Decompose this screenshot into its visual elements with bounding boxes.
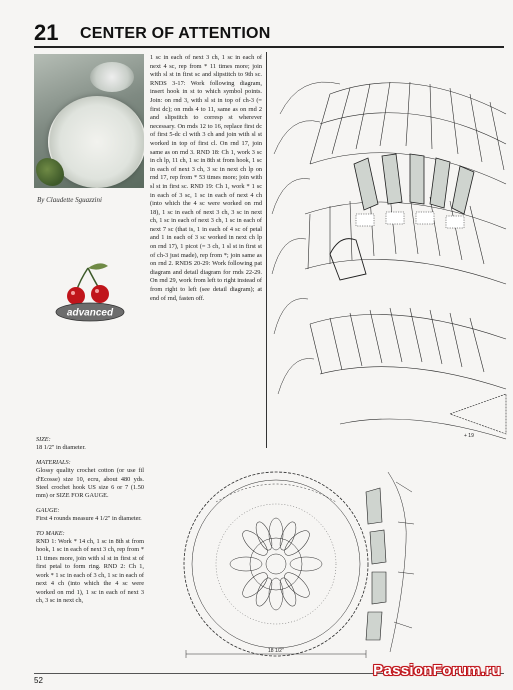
instructions-column: 1 sc in each of next 3 ch, 1 sc in each of next 4 sc, rep from * 11 times more; join with sl st in first sc and slipstitch to 9th sc. RNDS 3-17: Work following diagram, insert hook in st to which symbol points. Join: on rnd 3, with sl st in top of ch-3 (= first dc); on rnds 4 to 11, same as on rnd 2 and slipstitch to corresp st wherever necessary. On rnds 12 to 16, replace first dc of first 5-dc cl with 3 ch and join with sl st worked in top of first cl. On rnd 17, join same as on rnd 3. RND 18: Ch 1, work 3 sc in ch lp, 11 ch, 1 sc in 8th st from hook, 1 sc in each of next 3 ch, 3 sc in next ch lp on rnd 17, rep from * 53 times more; join with sl st in first sc. RND 19: Ch 1, work * 1 sc in each of 3 sc, 1 sc in each of next 4 ch (into which the 4 sc were worked on rnd 18), 1 sc in each of next 3 ch, 3 sc in next ch, 1 sc in each of next 3 ch, 1 sc in each of next 7 sc (that is, 1 in each of 4 sc of petal and 1 in each of 3 sc worked in next ch lp on rnd 17), 1 picot (= 3 ch, 1 sl st in first st of ch-3 just made), rep from *; join same as on rnd 2. RNDS 20-29: Work following pat diagram and detail diagram for rnds 22-29. On rnd 29, work from left to right instead of from right to left (see detail diagram); at end of rnd, fasten off. bbox=[150, 54, 262, 302]
header bbox=[34, 22, 504, 48]
size-dimension-label: 18 1/2" bbox=[268, 648, 284, 654]
header-rule bbox=[34, 46, 504, 48]
pattern-number: 21 bbox=[34, 20, 59, 45]
pattern-title: CENTER OF ATTENTION bbox=[80, 25, 271, 42]
gauge-text: First 4 rounds measure 4 1/2" in diameter. bbox=[36, 515, 142, 523]
column-divider bbox=[266, 52, 267, 448]
tomake-text: RND 1: Work * 14 ch, 1 sc in 8th st from hook, 1 sc in each of next 3 ch, rep from * 11 times more, join with sl st in first st of first petal to form ring. RND 2: Ch 1, work * 1 sc in each of 3 ch, 1 sc in each of next 4 ch (into which the 4 sc were worked on rnd 1), 1 sc in each of next 3 ch, 3 sc in next ch, bbox=[36, 538, 144, 604]
gauge-heading: GAUGE: bbox=[36, 506, 60, 514]
badge-label: advanced bbox=[66, 307, 114, 319]
tomake-heading: TO MAKE: bbox=[36, 529, 65, 537]
round-label: + 19 bbox=[464, 433, 474, 439]
materials-text: Glossy quality crochet cotton (or use fil d'Ecosse) size 10, ecru, about 480 yds. Steel crochet hook US size 6 or 7 (1.50 mm) or SIZE FOR GAUGE. bbox=[36, 467, 144, 500]
size-heading: SIZE: bbox=[36, 436, 51, 443]
watermark: PassionForum.ru bbox=[373, 662, 501, 679]
leaf-icon bbox=[88, 263, 108, 269]
specs-column bbox=[36, 436, 144, 605]
photo-caption: By Claudette Sguazzini bbox=[37, 196, 102, 204]
cherry-icon bbox=[67, 287, 85, 305]
crochet-detail-diagram bbox=[270, 54, 510, 494]
page-number: 52 bbox=[34, 676, 43, 685]
doily-schematic bbox=[176, 462, 416, 662]
materials-heading: MATERIALS: bbox=[36, 458, 71, 466]
size-text: 18 1/2" in diameter. bbox=[36, 444, 86, 452]
doily-photo bbox=[34, 54, 144, 188]
cherry-icon-2 bbox=[91, 285, 109, 303]
advanced-badge bbox=[50, 258, 130, 338]
